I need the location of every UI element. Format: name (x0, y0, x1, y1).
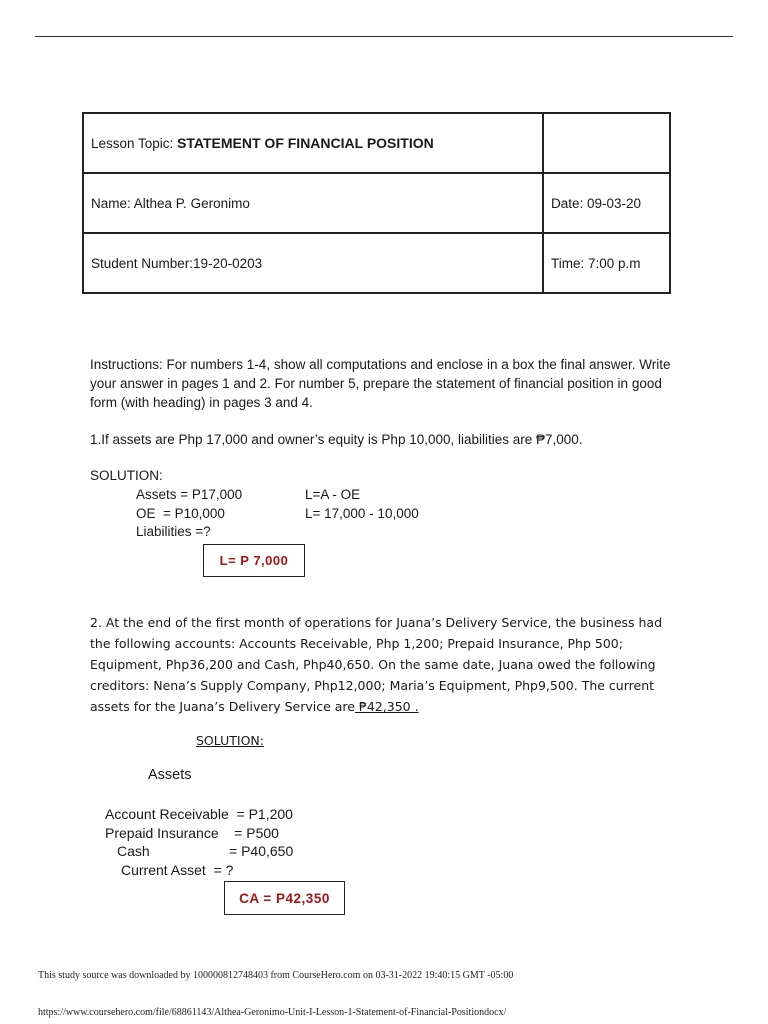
lesson-time: Time: 7:00 p.m (543, 233, 670, 293)
q1-formula-2: L= 17,000 - 10,000 (305, 506, 419, 521)
q2-line-current-asset: Current Asset = ? (121, 862, 234, 878)
footer-url[interactable]: https://www.coursehero.com/file/68861143/Althea-Geronimo-Unit-I-Lesson-1-Statement-of-Financial-Positiondocx/ (38, 1007, 507, 1018)
q1-answer-box: L= P 7,000 (203, 544, 305, 577)
table-row (83, 233, 670, 293)
lesson-header-table (82, 112, 671, 294)
q2-line-prepaid: Prepaid Insurance = P500 (105, 825, 279, 841)
lesson-topic-cell (83, 113, 543, 173)
q2-line-cash-value: = P40,650 (229, 843, 294, 859)
table-row (83, 113, 670, 173)
student-number: Student Number:19-20-0203 (83, 233, 543, 293)
q1-line-liabilities: Liabilities =? (136, 524, 211, 539)
table-row (83, 173, 670, 233)
q2-answer-inline: ₱42,350 . (354, 699, 419, 714)
q1-question: 1.If assets are Php 17,000 and owner’s equity is Php 10,000, liabilities are ₱7,000. (90, 432, 583, 447)
q1-line-oe: OE = P10,000 (136, 506, 225, 521)
q1-formula-1: L=A - OE (305, 487, 361, 502)
q2-line-ar: Account Receivable = P1,200 (105, 806, 293, 822)
q2-line-cash-label: Cash (117, 843, 150, 859)
lesson-topic: STATEMENT OF FINANCIAL POSITION (177, 135, 434, 151)
q2-assets-heading: Assets (148, 767, 192, 783)
q2-question-text: 2. At the end of the first month of operations for Juana’s Delivery Service, the business had the following accounts: Accounts Receivable, Php 1,200; Prepaid Insurance, Php 500; Equipment, Php36,200 and Cash, Php40,650. On the same date, Juana owed the following creditors: Nena’s Supply Company, Php12,000; Maria’s Equipment, Php9,500. The current assets for the Juana’s Delivery Service are (90, 615, 663, 714)
empty-cell (543, 113, 670, 173)
q2-solution-label: SOLUTION: (196, 733, 264, 748)
q2-answer-box: CA = P42,350 (224, 881, 345, 915)
footer-source: This study source was downloaded by 100000812748403 from CourseHero.com on 03-31-2022 19:40:15 GMT -05:00 (38, 970, 514, 981)
instructions: Instructions: For numbers 1-4, show all computations and enclose in a box the final answer. Write your answer in pages 1 and 2. For number 5, prepare the statement of financial position in good form (with heading) in pages 3 and 4. (90, 357, 671, 410)
q1-solution-label: SOLUTION: (90, 468, 163, 483)
lesson-date: Date: 09-03-20 (543, 173, 670, 233)
lesson-topic-label: Lesson Topic: (91, 136, 178, 151)
top-rule (35, 36, 733, 37)
student-name: Name: Althea P. Geronimo (83, 173, 543, 233)
q2-question (90, 612, 670, 717)
q1-line-assets: Assets = P17,000 (136, 487, 243, 502)
